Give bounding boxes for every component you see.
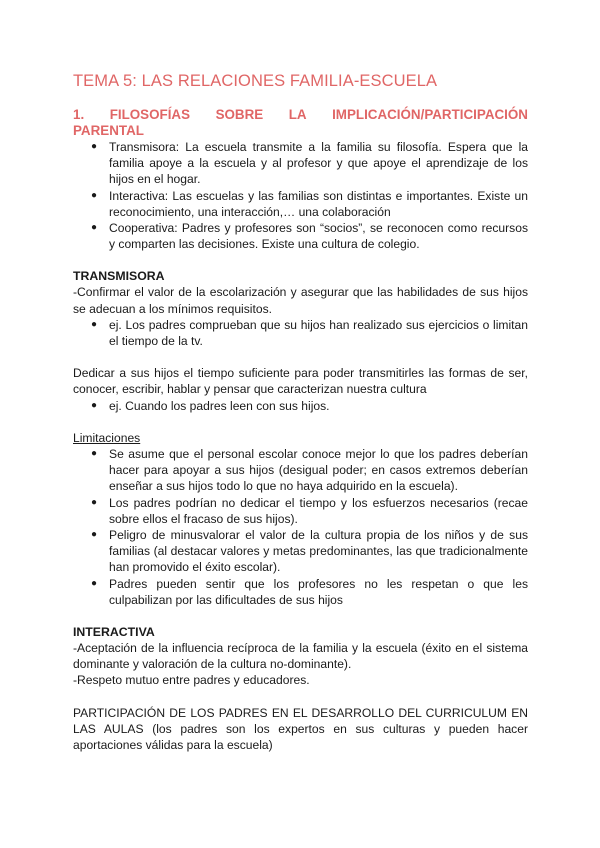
bullet-icon: ●: [91, 318, 98, 330]
list-item-text: Transmisora: La escuela transmite a la familia su filosofía. Espera que la familia apoye a la escuela y al profesor y que apoye el aprendizaje de los hijos en el hogar.: [109, 140, 528, 187]
bullet-icon: ●: [91, 529, 98, 541]
bullet-icon: ●: [91, 448, 98, 460]
list-item: [91, 220, 528, 252]
interactiva-paragraph-2: -Respeto mutuo entre padres y educadores.: [73, 673, 310, 688]
list-item-text: ej. Los padres comprueban que su hijos han realizado sus ejercicios o limitan el tiempo de la tv.: [109, 317, 528, 349]
heading-word: FILOSOFÍAS: [109, 107, 191, 122]
list-item: [91, 398, 528, 414]
spacer: [73, 689, 528, 705]
interactiva-paragraph-3: PARTICIPACIÓN DE LOS PADRES EN EL DESARROLLO DEL CURRICULUM EN LAS AULAS (los padres son los expertos en sus culturas y pueden hacer aportaciones válidas para la escuela): [73, 705, 528, 753]
spacer: [73, 414, 528, 430]
spacer: [73, 349, 528, 365]
bullet-icon: ●: [91, 189, 98, 201]
section-1-heading-line-1: [73, 107, 528, 123]
transmisora-heading: TRANSMISORA: [73, 269, 165, 284]
transmisora-example-list-2: [73, 398, 528, 414]
list-item: [91, 495, 528, 527]
section-1-heading-line-2: PARENTAL: [73, 123, 144, 138]
list-item: [91, 139, 528, 188]
list-item-text: Interactiva: Las escuelas y las familias son distintas e importantes. Existe un reconocimiento, una interacción,… una colaboración: [109, 188, 528, 219]
heading-word: SOBRE: [215, 107, 264, 122]
list-item: [91, 527, 528, 576]
list-item-text: Padres pueden sentir que los profesores no les respetan o que les culpabilizan por las dificultades de sus hijos: [109, 576, 528, 607]
section-1-heading: [73, 107, 528, 139]
heading-word: 1.: [73, 107, 85, 122]
transmisora-paragraph-2: Dedicar a sus hijos el tiempo suficiente para poder transmitirles las formas de ser, conocer, escribir, hablar y pensar que caracterizan nuestra cultura: [73, 366, 528, 397]
document-content: [73, 70, 528, 753]
limitaciones-list: [73, 446, 528, 608]
list-item-text: Cooperativa: Padres y profesores son “socios”, se reconocen como recursos y comparten las decisiones. Existe una cultura de colegio.: [109, 221, 528, 252]
bullet-icon: ●: [91, 577, 98, 589]
heading-word: LA: [288, 107, 307, 122]
bullet-icon: ●: [91, 141, 98, 152]
list-item-text: Los padres podrían no dedicar el tiempo y los esfuerzos necesarios (recae sobre ellos el fracaso de sus hijos).: [109, 495, 528, 526]
list-item-text: Se asume que el personal escolar conoce mejor lo que los padres deberían hacer para apoyar a sus hijos (desigual poder; en casos extremos deberían enseñar a sus hijos todo lo que no haya adquirido en la escuela).: [109, 447, 528, 494]
heading-word: IMPLICACIÓN/PARTICIPACIÓN: [332, 107, 528, 122]
interactiva-paragraph-1: -Aceptación de la influencia recíproca de la familia y la escuela (éxito en el sistema dominante y valoración de la cultura no-dominante).: [73, 641, 528, 672]
interactiva-heading: INTERACTIVA: [73, 625, 155, 640]
list-item-text: ej. Cuando los padres leen con sus hijos.: [109, 398, 330, 413]
list-item: [91, 317, 528, 349]
bullet-icon: ●: [91, 399, 98, 411]
list-item: [91, 446, 528, 495]
list-item: [91, 188, 528, 220]
list-item: [91, 576, 528, 608]
spacer: [73, 608, 528, 624]
document-title: TEMA 5: LAS RELACIONES FAMILIA-ESCUELA: [73, 72, 438, 90]
transmisora-example-list-1: [73, 317, 528, 349]
bullet-icon: ●: [91, 496, 98, 508]
bullet-icon: ●: [91, 222, 98, 234]
transmisora-paragraph-1: -Confirmar el valor de la escolarización y asegurar que las habilidades de sus hijos se adecuan a los mínimos requisitos.: [73, 285, 528, 316]
list-item-text: Peligro de minusvalorar el valor de la cultura propia de los niños y de sus familias (al destacar valores y metas predominantes, las que tradicionalmente han promovido el éxito escolar).: [109, 528, 528, 575]
spacer: [73, 252, 528, 268]
limitaciones-label: Limitaciones: [73, 430, 141, 445]
philosophy-list: [73, 139, 528, 252]
